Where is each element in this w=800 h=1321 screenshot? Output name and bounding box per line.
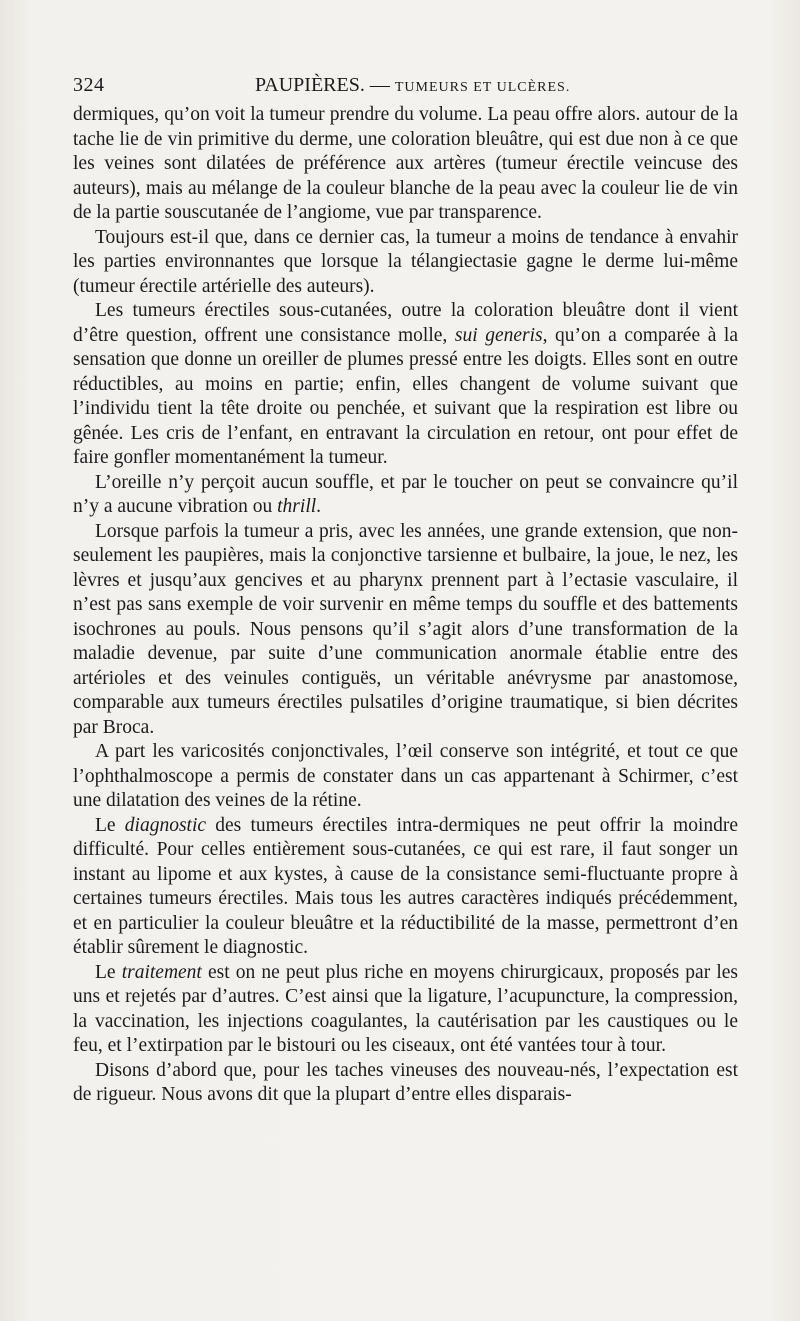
chapter-title: PAUPIÈRES. <box>255 74 365 96</box>
body-text <box>73 103 738 1108</box>
page-number: 324 <box>73 74 105 96</box>
paragraph-7 <box>73 814 738 961</box>
paragraph-6: A part les varicosités conjonctivales, l’œil conserve son intégrité, et tout ce que l’ophthalmoscope a permis de constater dans un cas appartenant à Schirmer, c’est une dilatation des veines de la rétine. <box>73 741 738 811</box>
paragraph-4-italic: thrill <box>277 496 317 517</box>
section-subtitle: TUMEURS ET ULCÈRES. <box>394 80 571 95</box>
paragraph-4 <box>73 471 738 520</box>
paragraph-8 <box>73 961 738 1059</box>
paragraph-2: Toujours est-il que, dans ce dernier cas, la tumeur a moins de tendance à envahir les parties environnantes que lorsque la télangiectasie gagne le derme lui-même (tumeur érectile artérielle des auteurs). <box>73 226 738 297</box>
paragraph-4-text-b: . <box>316 496 322 517</box>
paragraph-7-text-a: Le <box>95 814 116 836</box>
paragraph-3-text-a: Les tumeurs érectiles sous-cutanées, outre la coloration bleuâtre dont il vient d’être question, offrent une consistance molle, <box>73 300 738 346</box>
running-title <box>255 70 570 103</box>
paragraph-7-text-b: des tumeurs érectiles intra-dermiques ne peut offrir la moindre difficulté. Pour celles entièrement sous-cutanées, ce qui est rare, il faut songer un instant au lipome et aux kystes, à cause de la consistance semi-fluctuante propre à certaines tumeurs érectiles. Mais tous les autres caractères indiqués précédemment, et en particulier la couleur bleuâtre et la réductibilité de la masse, permettront d’en établir sûrement le diagnostic. <box>73 814 739 958</box>
title-dash: — <box>369 74 390 96</box>
paragraph-4-text-a: L’oreille n’y perçoit aucun souffle, et par le toucher on peut se convaincre qu’il n’y a aucune vibration ou <box>73 471 738 517</box>
paragraph-8-italic: traitement <box>121 961 202 983</box>
paragraph-9: Disons d’abord que, pour les taches vineuses des nouveau-nés, l’expectation est de rigueur. Nous avons dit que la plupart d’entre elles disparais- <box>73 1059 738 1105</box>
running-head <box>73 70 735 100</box>
paragraph-8-text-b: est on ne peut plus riche en moyens chirurgicaux, proposés par les uns et rejetés par d’autres. C’est ainsi que la ligature, l’acupuncture, la compression, la vaccination, les injections coagulantes, la cautérisation par les caustiques ou le feu, et l’extirpation par le bistouri ou les ciseaux, ont été vantées tour à tour. <box>73 961 738 1056</box>
paragraph-5: Lorsque parfois la tumeur a pris, avec les années, une grande extension, que non-seulement les paupières, mais la conjonctive tarsienne et bulbaire, la joue, le nez, les lèvres et jusqu’aux gencives et au pharynx prennent part à l’ectasie vasculaire, il n’est pas sans exemple de voir survenir en même temps du souffle et des battements isochrones au pouls. Nous pensons qu’il s’agit alors d’une transformation de la maladie devenue, par suite d’une communication anormale établie entre des artérioles et des veinules contiguës, un véritable anévrysme par anastomose, comparable aux tumeurs érectiles pulsatiles d’origine traumatique, si bien décrites par Broca. <box>73 520 738 738</box>
paragraph-1: dermiques, qu’on voit la tumeur prendre du volume. La peau offre alors. autour de la tache lie de vin primitive du derme, une coloration bleuâtre, qui est due non à ce que les veines sont dilatées de préférence aux artères (tumeur érectile veincuse des auteurs), mais au mélange de la couleur blanche de la peau avec la couleur lie de vin de la partie souscutanée de l’angiome, vue par transparence. <box>73 104 738 223</box>
paragraph-3-italic: sui generis <box>454 324 543 346</box>
paragraph-3 <box>73 299 738 471</box>
paragraph-3-text-b: , qu’on a comparée à la sensation que donne un oreiller de plumes pressé entre les doigts. Elles sont en outre réductibles, au moins en partie; enfin, elles changent de volume suivant que l’individu tient la tête droite ou penchée, et suivant que la respiration est libre ou gênée. Les cris de l’enfant, en entravant la circulation en retour, ont pour effet de faire gonfler momentanément la tumeur. <box>73 324 738 468</box>
paragraph-8-text-a: Le <box>95 961 116 983</box>
paragraph-7-italic: diagnostic <box>124 814 207 836</box>
